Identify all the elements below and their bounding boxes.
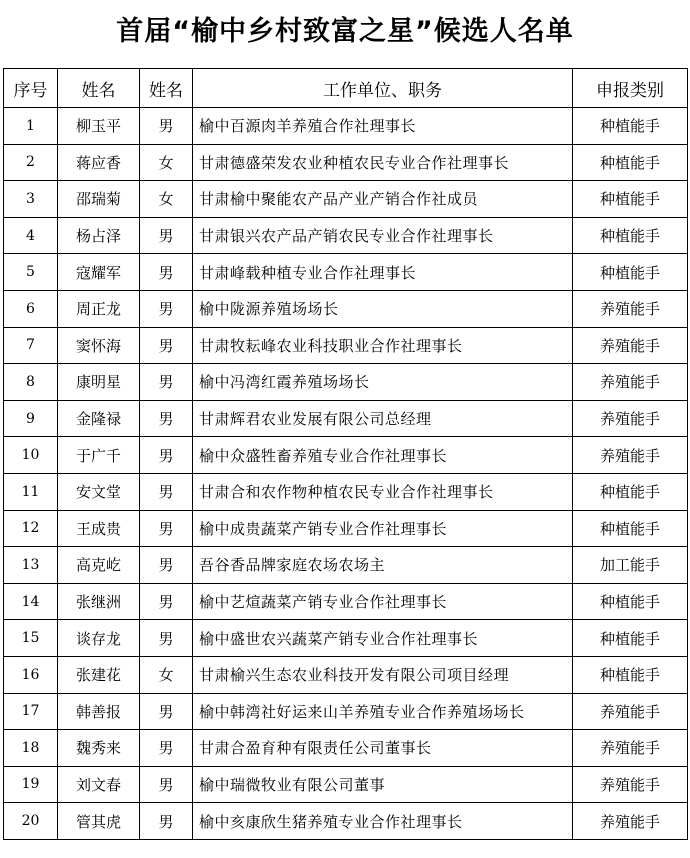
table-row: [4, 656, 688, 693]
cell-gender: 男: [140, 290, 193, 327]
cell-gender: 男: [140, 437, 193, 474]
cell-gender: 男: [140, 693, 193, 730]
cell-category: 种植能手: [573, 217, 688, 254]
table-row: [4, 547, 688, 584]
cell-gender: 男: [140, 108, 193, 145]
cell-seq: 15: [4, 620, 58, 657]
cell-name: 安文堂: [58, 473, 140, 510]
cell-category: 种植能手: [573, 656, 688, 693]
cell-unit: 甘肃德盛荣发农业种植农民专业合作社理事长: [193, 144, 573, 181]
cell-gender: 女: [140, 656, 193, 693]
cell-name: 蒋应香: [58, 144, 140, 181]
cell-category: 加工能手: [573, 547, 688, 584]
cell-gender: 男: [140, 766, 193, 803]
cell-category: 养殖能手: [573, 327, 688, 364]
table-row: [4, 583, 688, 620]
table-row: [4, 510, 688, 547]
cell-gender: 男: [140, 400, 193, 437]
cell-unit: 甘肃辉君农业发展有限公司总经理: [193, 400, 573, 437]
table-row: [4, 400, 688, 437]
cell-gender: 男: [140, 620, 193, 657]
cell-unit: 榆中亥康欣生猪养殖专业合作社理事长: [193, 803, 573, 840]
cell-seq: 11: [4, 473, 58, 510]
cell-gender: 男: [140, 583, 193, 620]
header-name: 姓名: [58, 69, 140, 108]
cell-seq: 6: [4, 290, 58, 327]
cell-seq: 13: [4, 547, 58, 584]
table-row: [4, 693, 688, 730]
cell-unit: 榆中瑞微牧业有限公司董事: [193, 766, 573, 803]
table-row: [4, 730, 688, 767]
header-category: 申报类别: [573, 69, 688, 108]
cell-seq: 12: [4, 510, 58, 547]
cell-gender: 男: [140, 510, 193, 547]
cell-unit: 吾谷香品牌家庭农场农场主: [193, 547, 573, 584]
cell-name: 柳玉平: [58, 108, 140, 145]
cell-category: 种植能手: [573, 510, 688, 547]
cell-gender: 男: [140, 730, 193, 767]
cell-gender: 男: [140, 364, 193, 401]
cell-unit: 甘肃榆兴生态农业科技开发有限公司项目经理: [193, 656, 573, 693]
cell-seq: 10: [4, 437, 58, 474]
cell-unit: 榆中韩湾社好运来山羊养殖专业合作养殖场场长: [193, 693, 573, 730]
table-row: [4, 327, 688, 364]
cell-category: 养殖能手: [573, 364, 688, 401]
cell-seq: 18: [4, 730, 58, 767]
cell-unit: 榆中冯湾红霞养殖场场长: [193, 364, 573, 401]
table-row: [4, 364, 688, 401]
cell-category: 种植能手: [573, 144, 688, 181]
cell-gender: 女: [140, 144, 193, 181]
cell-name: 周正龙: [58, 290, 140, 327]
table-row: [4, 620, 688, 657]
cell-seq: 7: [4, 327, 58, 364]
cell-seq: 17: [4, 693, 58, 730]
cell-name: 谈存龙: [58, 620, 140, 657]
cell-seq: 3: [4, 181, 58, 218]
cell-unit: 榆中陇源养殖场场长: [193, 290, 573, 327]
cell-category: 种植能手: [573, 620, 688, 657]
cell-name: 管其虎: [58, 803, 140, 840]
table-row: [4, 144, 688, 181]
header-gender: 姓名: [140, 69, 193, 108]
cell-unit: 榆中众盛牲畜养殖专业合作社理事长: [193, 437, 573, 474]
cell-category: 种植能手: [573, 254, 688, 291]
cell-name: 于广千: [58, 437, 140, 474]
table-row: [4, 108, 688, 145]
cell-unit: 榆中艺煊蔬菜产销专业合作社理事长: [193, 583, 573, 620]
cell-gender: 男: [140, 327, 193, 364]
cell-gender: 男: [140, 254, 193, 291]
cell-name: 窦怀海: [58, 327, 140, 364]
table-row: [4, 181, 688, 218]
cell-category: 种植能手: [573, 583, 688, 620]
cell-category: 养殖能手: [573, 290, 688, 327]
candidate-table: [3, 68, 688, 840]
cell-seq: 4: [4, 217, 58, 254]
cell-category: 养殖能手: [573, 766, 688, 803]
cell-gender: 男: [140, 217, 193, 254]
table-row: [4, 217, 688, 254]
cell-seq: 1: [4, 108, 58, 145]
cell-unit: 甘肃银兴农产品产销农民专业合作社理事长: [193, 217, 573, 254]
cell-unit: 甘肃峰载种植专业合作社理事长: [193, 254, 573, 291]
cell-seq: 20: [4, 803, 58, 840]
cell-name: 寇耀军: [58, 254, 140, 291]
header-row: [4, 69, 688, 108]
header-unit: 工作单位、职务: [193, 69, 573, 108]
header-seq: 序号: [4, 69, 58, 108]
cell-name: 魏秀来: [58, 730, 140, 767]
cell-category: 养殖能手: [573, 437, 688, 474]
cell-unit: 甘肃合和农作物种植农民专业合作社理事长: [193, 473, 573, 510]
table-row: [4, 290, 688, 327]
cell-seq: 16: [4, 656, 58, 693]
cell-category: 养殖能手: [573, 730, 688, 767]
table-row: [4, 766, 688, 803]
cell-unit: 榆中盛世农兴蔬菜产销专业合作社理事长: [193, 620, 573, 657]
page-title: 首届“榆中乡村致富之星”候选人名单: [116, 16, 574, 47]
table-row: [4, 473, 688, 510]
cell-name: 韩善报: [58, 693, 140, 730]
cell-category: 种植能手: [573, 473, 688, 510]
cell-category: 种植能手: [573, 108, 688, 145]
cell-unit: 榆中百源肉羊养殖合作社理事长: [193, 108, 573, 145]
table-row: [4, 437, 688, 474]
cell-category: 养殖能手: [573, 803, 688, 840]
cell-seq: 19: [4, 766, 58, 803]
cell-seq: 2: [4, 144, 58, 181]
cell-name: 杨占泽: [58, 217, 140, 254]
cell-seq: 5: [4, 254, 58, 291]
cell-name: 高克屹: [58, 547, 140, 584]
cell-seq: 9: [4, 400, 58, 437]
cell-seq: 14: [4, 583, 58, 620]
cell-gender: 男: [140, 547, 193, 584]
cell-unit: 甘肃合盈育种有限责任公司董事长: [193, 730, 573, 767]
table-row: [4, 254, 688, 291]
cell-unit: 甘肃牧耘峰农业科技职业合作社理事长: [193, 327, 573, 364]
cell-gender: 男: [140, 473, 193, 510]
cell-name: 金隆禄: [58, 400, 140, 437]
cell-category: 养殖能手: [573, 693, 688, 730]
cell-name: 康明星: [58, 364, 140, 401]
cell-unit: 榆中成贵蔬菜产销专业合作社理事长: [193, 510, 573, 547]
cell-name: 刘文春: [58, 766, 140, 803]
cell-gender: 男: [140, 803, 193, 840]
cell-category: 种植能手: [573, 181, 688, 218]
cell-name: 张继洲: [58, 583, 140, 620]
cell-name: 邵瑞菊: [58, 181, 140, 218]
table-body: [4, 108, 688, 840]
cell-name: 王成贵: [58, 510, 140, 547]
cell-seq: 8: [4, 364, 58, 401]
cell-gender: 女: [140, 181, 193, 218]
cell-category: 养殖能手: [573, 400, 688, 437]
cell-unit: 甘肃榆中聚能农产品产业产销合作社成员: [193, 181, 573, 218]
cell-name: 张建花: [58, 656, 140, 693]
table-row: [4, 803, 688, 840]
